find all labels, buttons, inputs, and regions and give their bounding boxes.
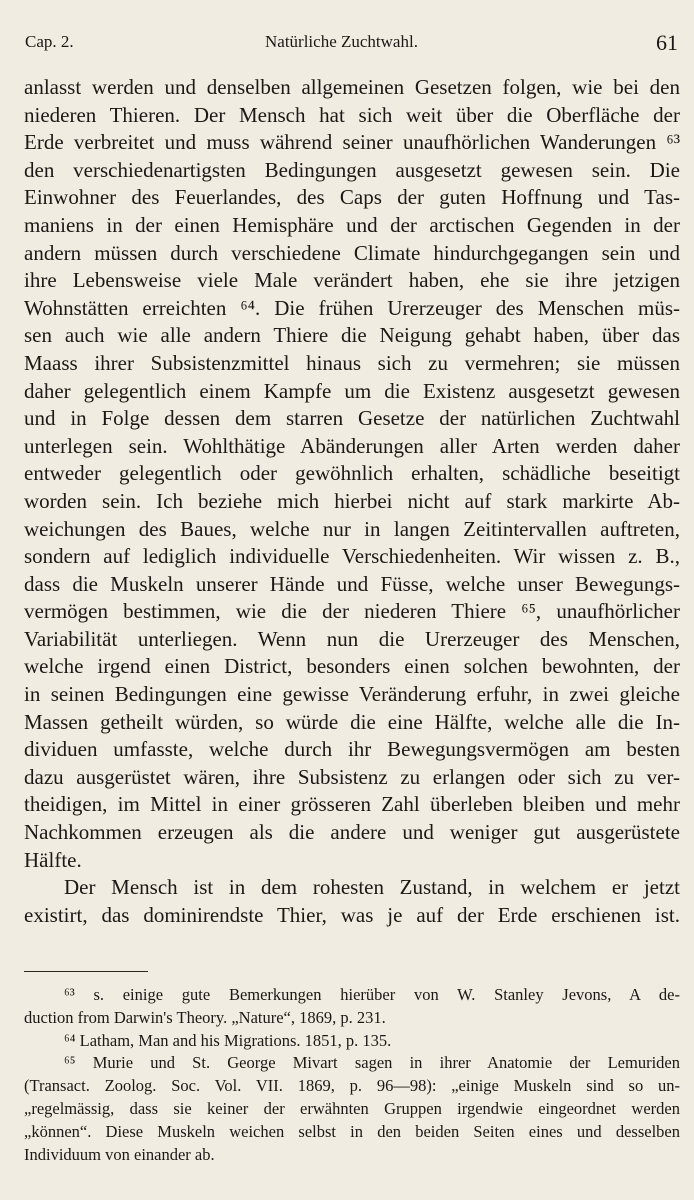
text-line: maniens in der einen Hemisphäre und der arctischen Gegenden in der: [24, 212, 680, 237]
text-line: Wohnstätten erreichten ⁶⁴. Die frühen Urerzeuger des Menschen müs-: [24, 295, 680, 320]
footnote-line: Individuum von einander ab.: [24, 1144, 215, 1164]
footnote-64: ⁶⁴ Latham, Man and his Migrations. 1851, p. 135.: [64, 1030, 392, 1050]
text-line: ihre Lebensweise viele Male verändert haben, ehe sie ihre jetzigen: [24, 268, 680, 293]
footnote-line: „regelmässig, dass sie keiner der erwähnten Gruppen irgendwie eingeordnet werden: [24, 1098, 680, 1118]
text-line: theidigen, im Mittel in einer grösseren Zahl überleben bleiben und mehr: [24, 792, 680, 817]
text-line: und in Folge dessen dem starren Gesetze der natürlichen Zuchtwahl: [24, 406, 680, 431]
text-line: welche irgend einen District, besonders einen solchen bewohnten, der: [24, 654, 680, 679]
text-line: anlasst werden und denselben allgemeinen Gesetzen folgen, wie bei den: [24, 75, 680, 99]
text-line: existirt, das dominirendste Thier, was je auf der Erde erschienen ist.: [24, 902, 680, 927]
footnote-line: (Transact. Zoolog. Soc. Vol. VII. 1869, p. 96—98): „einige Muskeln sind so un-: [24, 1076, 680, 1096]
running-header: [25, 28, 678, 58]
main-text: [24, 74, 680, 929]
running-title: Natürliche Zuchtwahl.: [265, 32, 418, 51]
text-line: Maass ihrer Subsistenzmittel hinaus sich zu vermehren; sie müssen: [24, 350, 680, 375]
text-line: unterlegen sein. Wohlthätige Abänderungen aller Arten werden daher: [24, 433, 680, 458]
text-line: entweder gelegentlich oder gewöhnlich erhalten, schädliche beseitigt: [24, 461, 680, 486]
text-line: dazu ausgerüstet wären, ihre Subsistenz zu erlangen oder sich zu ver-: [24, 764, 680, 789]
text-line: weichungen des Baues, welche nur in langen Zeitintervallen auftreten,: [24, 516, 680, 541]
text-line: in seinen Bedingungen eine gewisse Veränderung erfuhr, in zwei gleiche: [24, 682, 680, 707]
text-line: Einwohner des Feuerlandes, des Caps der guten Hoffnung und Tas-: [24, 185, 680, 210]
footnote-65: ⁶⁵ Murie und St. George Mivart sagen in ihrer Anatomie der Lemuriden: [64, 1053, 680, 1073]
text-line: niederen Thieren. Der Mensch hat sich weit über die Oberfläche der: [24, 102, 680, 127]
text-line: Hälfte.: [24, 847, 82, 872]
text-line: vermögen bestimmen, wie die der niederen Thiere ⁶⁵, unaufhörlicher: [24, 599, 680, 624]
text-line: sondern auf lediglich individuelle Verschiedenheiten. Wir wissen z. B.,: [24, 544, 680, 569]
footnote-line: „können“. Diese Muskeln weichen selbst in den beiden Seiten eines und desselben: [24, 1121, 680, 1141]
text-line: Variabilität unterliegen. Wenn nun die Urerzeuger des Menschen,: [24, 626, 680, 651]
text-line: dass die Muskeln unserer Hände und Füsse, welche unser Bewegungs-: [24, 571, 680, 596]
footnotes: [24, 984, 680, 1166]
text-line: Nachkommen erzeugen als die andere und weniger gut ausgerüstete: [24, 820, 680, 845]
text-line: worden sein. Ich beziehe mich hierbei nicht auf stark markirte Ab-: [24, 488, 680, 513]
text-line: Massen getheilt würden, so würde die eine Hälfte, welche alle die In-: [24, 709, 680, 734]
text-line: den verschiedenartigsten Bedingungen ausgesetzt gewesen sein. Die: [24, 157, 680, 182]
footnote-divider: [24, 971, 148, 972]
text-line: dividuen umfasste, welche durch ihr Bewegungsvermögen am besten: [24, 737, 680, 762]
text-line: daher gelegentlich einem Kampfe um die Existenz ausgesetzt gewesen: [24, 378, 680, 403]
footnote-63: ⁶³ s. einige gute Bemerkungen hierüber von W. Stanley Jevons, A de-: [64, 985, 680, 1004]
paragraph-start-line: Der Mensch ist in dem rohesten Zustand, in welchem er jetzt: [64, 875, 680, 900]
chapter-label: Cap. 2.: [25, 32, 74, 51]
footnote-line: duction from Darwin's Theory. „Nature“, 1869, p. 231.: [24, 1007, 386, 1027]
text-line: sen auch wie alle andern Thiere die Neigung gehabt haben, über das: [24, 323, 680, 348]
text-line: Erde verbreitet und muss während seiner unaufhörlichen Wanderungen ⁶³: [24, 130, 680, 155]
page-number: 61: [656, 30, 678, 55]
text-line: andern müssen durch verschiedene Climate hindurchgegangen sein und: [24, 240, 680, 265]
